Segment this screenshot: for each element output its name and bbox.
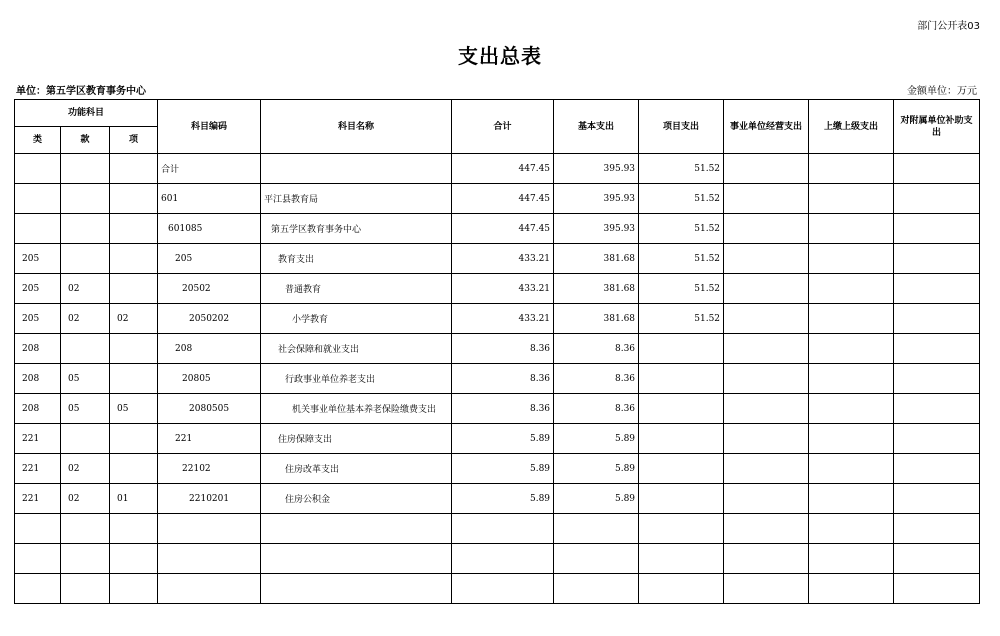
cell-empty: [809, 304, 894, 334]
cell-kuan: [61, 214, 110, 244]
cell-code: 601: [158, 184, 261, 214]
cell-project: [639, 484, 724, 514]
cell-xiang: 05: [110, 394, 158, 424]
cell-project: [639, 334, 724, 364]
cell-code: 2210201: [158, 484, 261, 514]
cell-code: 601085: [158, 214, 261, 244]
cell-code: 22102: [158, 454, 261, 484]
cell-empty: [894, 244, 980, 274]
cell-kuan: 02: [61, 304, 110, 334]
cell-kuan: [61, 574, 110, 604]
header-lei: 类: [15, 127, 61, 154]
cell-code: [158, 574, 261, 604]
table-row: [15, 274, 980, 304]
table-row: [15, 214, 980, 244]
table-row: [15, 394, 980, 424]
cell-lei: 208: [15, 364, 61, 394]
cell-xiang: 02: [110, 304, 158, 334]
cell-lei: [15, 214, 61, 244]
cell-basic: 381.68: [554, 274, 639, 304]
header-name: 科目名称: [261, 100, 452, 154]
table-row: [15, 574, 980, 604]
cell-lei: 205: [15, 244, 61, 274]
cell-xiang: [110, 574, 158, 604]
cell-empty: [894, 154, 980, 184]
cell-kuan: [61, 184, 110, 214]
cell-name: 教育支出: [261, 244, 452, 274]
cell-basic: 381.68: [554, 244, 639, 274]
cell-empty: [894, 544, 980, 574]
cell-total: [452, 544, 554, 574]
cell-code: 205: [158, 244, 261, 274]
cell-kuan: [61, 544, 110, 574]
cell-project: [639, 514, 724, 544]
cell-project: [639, 424, 724, 454]
cell-project: 51.52: [639, 154, 724, 184]
header-func: 功能科目: [15, 100, 158, 127]
cell-xiang: [110, 154, 158, 184]
cell-empty: [809, 394, 894, 424]
cell-code: [158, 544, 261, 574]
cell-empty: [724, 244, 809, 274]
cell-basic: [554, 514, 639, 544]
cell-empty: [724, 394, 809, 424]
cell-empty: [894, 484, 980, 514]
page-title: 支出总表: [458, 44, 542, 68]
table-row: [15, 544, 980, 574]
cell-name: 第五学区教育事务中心: [261, 214, 452, 244]
cell-basic: 8.36: [554, 394, 639, 424]
cell-xiang: [110, 454, 158, 484]
cell-empty: [724, 304, 809, 334]
cell-empty: [724, 184, 809, 214]
cell-empty: [809, 514, 894, 544]
cell-project: [639, 574, 724, 604]
cell-empty: [894, 574, 980, 604]
cell-xiang: [110, 424, 158, 454]
cell-xiang: [110, 214, 158, 244]
header-xiang: 项: [110, 127, 158, 154]
cell-total: 5.89: [452, 424, 554, 454]
cell-project: [639, 454, 724, 484]
table-row: [15, 364, 980, 394]
table-row: [15, 334, 980, 364]
cell-code: 合计: [158, 154, 261, 184]
cell-xiang: [110, 514, 158, 544]
expenditure-table: [14, 99, 980, 604]
cell-name: 行政事业单位养老支出: [261, 364, 452, 394]
cell-xiang: [110, 184, 158, 214]
cell-lei: [15, 574, 61, 604]
cell-name: 机关事业单位基本养老保险缴费支出: [261, 394, 452, 424]
cell-code: 20805: [158, 364, 261, 394]
cell-name: [261, 544, 452, 574]
cell-basic: 395.93: [554, 214, 639, 244]
cell-empty: [724, 214, 809, 244]
cell-xiang: [110, 244, 158, 274]
cell-empty: [724, 514, 809, 544]
cell-empty: [724, 544, 809, 574]
table-body: [15, 154, 980, 604]
cell-basic: 5.89: [554, 484, 639, 514]
cell-name: [261, 514, 452, 544]
cell-empty: [894, 364, 980, 394]
cell-kuan: [61, 514, 110, 544]
cell-basic: 8.36: [554, 364, 639, 394]
cell-kuan: [61, 244, 110, 274]
cell-project: 51.52: [639, 304, 724, 334]
cell-lei: [15, 154, 61, 184]
cell-empty: [724, 454, 809, 484]
cell-empty: [724, 364, 809, 394]
cell-empty: [809, 544, 894, 574]
cell-empty: [724, 484, 809, 514]
cell-lei: 205: [15, 304, 61, 334]
cell-empty: [894, 424, 980, 454]
cell-lei: 208: [15, 334, 61, 364]
cell-lei: 208: [15, 394, 61, 424]
header-project: 项目支出: [639, 100, 724, 154]
table-row: [15, 154, 980, 184]
cell-lei: 205: [15, 274, 61, 304]
cell-basic: 5.89: [554, 454, 639, 484]
cell-project: [639, 394, 724, 424]
cell-total: 433.21: [452, 304, 554, 334]
header-basic: 基本支出: [554, 100, 639, 154]
cell-empty: [724, 274, 809, 304]
cell-basic: [554, 574, 639, 604]
cell-code: [158, 514, 261, 544]
cell-code: 2050202: [158, 304, 261, 334]
cell-lei: 221: [15, 424, 61, 454]
cell-code: 208: [158, 334, 261, 364]
cell-xiang: [110, 544, 158, 574]
header-upper: 上缴上级支出: [809, 100, 894, 154]
cell-kuan: 05: [61, 364, 110, 394]
cell-empty: [809, 484, 894, 514]
cell-empty: [809, 244, 894, 274]
cell-basic: 395.93: [554, 154, 639, 184]
cell-empty: [894, 514, 980, 544]
table-row: [15, 304, 980, 334]
cell-kuan: 02: [61, 454, 110, 484]
cell-empty: [894, 184, 980, 214]
cell-basic: 5.89: [554, 424, 639, 454]
form-number: 部门公开表03: [917, 21, 980, 32]
cell-project: 51.52: [639, 184, 724, 214]
table-row: [15, 514, 980, 544]
cell-project: 51.52: [639, 274, 724, 304]
cell-empty: [894, 304, 980, 334]
cell-kuan: [61, 334, 110, 364]
cell-kuan: 02: [61, 274, 110, 304]
header-code: 科目编码: [158, 100, 261, 154]
cell-lei: 221: [15, 454, 61, 484]
cell-empty: [809, 364, 894, 394]
cell-code: 20502: [158, 274, 261, 304]
cell-lei: [15, 544, 61, 574]
unit-label: 单位：第五学区教育事务中心: [16, 86, 146, 97]
cell-empty: [809, 424, 894, 454]
cell-xiang: [110, 334, 158, 364]
cell-lei: [15, 184, 61, 214]
cell-code: 2080505: [158, 394, 261, 424]
cell-empty: [809, 274, 894, 304]
cell-total: [452, 574, 554, 604]
cell-total: 447.45: [452, 154, 554, 184]
table-row: [15, 484, 980, 514]
cell-empty: [894, 214, 980, 244]
cell-lei: [15, 514, 61, 544]
cell-basic: 381.68: [554, 304, 639, 334]
cell-name: [261, 154, 452, 184]
header-kuan: 款: [61, 127, 110, 154]
table-row: [15, 424, 980, 454]
table-row: [15, 184, 980, 214]
cell-empty: [724, 424, 809, 454]
cell-empty: [894, 454, 980, 484]
cell-kuan: [61, 424, 110, 454]
cell-total: 8.36: [452, 364, 554, 394]
cell-empty: [894, 274, 980, 304]
cell-total: 433.21: [452, 274, 554, 304]
cell-kuan: 05: [61, 394, 110, 424]
cell-name: 社会保障和就业支出: [261, 334, 452, 364]
cell-total: [452, 514, 554, 544]
cell-project: [639, 544, 724, 574]
cell-xiang: [110, 274, 158, 304]
cell-total: 433.21: [452, 244, 554, 274]
cell-total: 8.36: [452, 334, 554, 364]
cell-kuan: [61, 154, 110, 184]
cell-basic: 395.93: [554, 184, 639, 214]
cell-empty: [724, 154, 809, 184]
cell-name: [261, 574, 452, 604]
cell-empty: [809, 574, 894, 604]
cell-name: 住房公积金: [261, 484, 452, 514]
cell-lei: 221: [15, 484, 61, 514]
cell-name: 小学教育: [261, 304, 452, 334]
cell-xiang: 01: [110, 484, 158, 514]
header-business: 事业单位经营支出: [724, 100, 809, 154]
cell-xiang: [110, 364, 158, 394]
cell-empty: [724, 334, 809, 364]
cell-empty: [809, 214, 894, 244]
cell-empty: [809, 154, 894, 184]
cell-kuan: 02: [61, 484, 110, 514]
cell-project: 51.52: [639, 214, 724, 244]
cell-code: 221: [158, 424, 261, 454]
cell-total: 447.45: [452, 184, 554, 214]
cell-empty: [809, 334, 894, 364]
header-subsidy: 对附属单位补助支出: [894, 100, 980, 154]
cell-name: 住房改革支出: [261, 454, 452, 484]
table-row: [15, 244, 980, 274]
header-total: 合计: [452, 100, 554, 154]
cell-empty: [809, 454, 894, 484]
cell-empty: [894, 394, 980, 424]
cell-basic: [554, 544, 639, 574]
cell-total: 447.45: [452, 214, 554, 244]
cell-empty: [894, 334, 980, 364]
money-unit-label: 金额单位：万元: [907, 86, 977, 97]
cell-empty: [724, 574, 809, 604]
cell-name: 普通教育: [261, 274, 452, 304]
cell-basic: 8.36: [554, 334, 639, 364]
table-row: [15, 454, 980, 484]
cell-project: [639, 364, 724, 394]
cell-name: 平江县教育局: [261, 184, 452, 214]
cell-name: 住房保障支出: [261, 424, 452, 454]
cell-total: 8.36: [452, 394, 554, 424]
cell-total: 5.89: [452, 484, 554, 514]
cell-project: 51.52: [639, 244, 724, 274]
cell-total: 5.89: [452, 454, 554, 484]
cell-empty: [809, 184, 894, 214]
